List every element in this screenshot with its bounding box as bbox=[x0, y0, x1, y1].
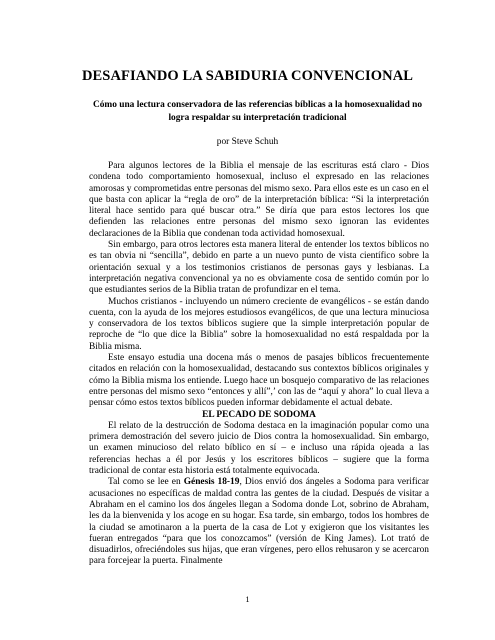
bible-reference: Génesis 18-19 bbox=[183, 477, 240, 488]
paragraph-1: Para algunos lectores de la Biblia el mensaje de las escrituras está claro - Dios condena todo comportamiento homosexual, incluso el expresado en las relaciones amorosas y comprometidas entre personas del mismo sexo. Para ellos este es un caso en el que basta con aplicar la “regla de oro” de la interpretación bíblica: “Si la interpretación literal hace sentido para qué buscar otra.” Se diría que para estos lectores los que defienden las relaciones entre personas del mismo sexo ignoran las evidentes declaraciones de la Biblia que condenan toda actividad homosexual. bbox=[89, 161, 429, 239]
paragraph-text: , Dios envió dos ángeles a Sodoma para verificar acusaciones no específicas de maldad contra las gentes de la ciudad. Después de visitar a Abraham en el camino los dos ángeles llegan a Sodoma donde Lot, sobrino de Abraham, les da la bienvenida y los acoge en su hogar. Esa tarde, sin embargo, todos los hombres de la ciudad se amotinaron a la puerta de la casa de Lot y exigieron que los visitantes les fueran entregados “para que los conozcamos” (versión de King James). Lot trató de disuadirlos, ofreciéndoles sus hijas, que eran vírgenes, pero ellos rehusaron y se acercaron para forcejear la puerta. Finalmente bbox=[89, 477, 429, 567]
paragraph-3: Muchos cristianos - incluyendo un número creciente de evangélicos - se están dando cuenta, con la ayuda de los mejores estudiosos evangélicos, de que una lectura minuciosa y conservadora de los textos bíblicos sugiere que la simple interpretación popular de reproche de “lo que dice la Biblia” sobre la homosexualidad no está respaldada por la Biblia misma. bbox=[89, 296, 429, 352]
paragraph-2: Sin embargo, para otros lectores esta manera literal de entender los textos bíblicos no es tan obvia ni “sencilla”, debido en parte a un nuevo punto de vista científico sobre la orientación sexual y a los testimonios cristianos de personas gays y lesbianas. La interpretación negativa convencional ya no es obviamente cosa de sentido común por lo que estudiantes serios de la Biblia tratan de profundizar en el tema. bbox=[89, 240, 429, 296]
document-subtitle bbox=[90, 99, 425, 125]
paragraph-text: Tal como se lee en bbox=[108, 477, 184, 488]
document-title: DESAFIANDO LA SABIDURIA CONVENCIONAL bbox=[81, 68, 414, 84]
section-heading: EL PECADO DE SODOMA bbox=[202, 409, 316, 420]
subtitle-line-1: Cómo una lectura conservadora de las referencias bíblicas a la homosexualidad no bbox=[92, 100, 423, 110]
author-byline: por Steve Schuh bbox=[216, 137, 279, 147]
paragraph-4: Este ensayo estudia una docena más o menos de pasajes bíblicos frecuentemente citados en relación con la homosexualidad, destacando sus contextos bíblicos originales y cómo la Biblia misma los entiende. Luego hace un bosquejo comparativo de las relaciones entre personas del mismo sexo “entonces y allí”,’ con las de “aquí y ahora” lo cual lleva a pensar cómo estos textos bíblicos pueden informar debidamente el actual debate. bbox=[89, 353, 429, 409]
section-paragraph-2 bbox=[89, 477, 429, 567]
document-body bbox=[89, 161, 429, 568]
page-number: 1 bbox=[245, 594, 250, 604]
section-paragraph-1: El relato de la destrucción de Sodoma destaca en la imaginación popular como una primera demostración del severo juicio de Dios contra la homosexualidad. Sin embargo, un examen minucioso del relato bíblico en sí – e incluso una rápida ojeada a las referencias hechas a él por Jesús y los escritores bíblicos – sugiere que la forma tradicional de contar esta historia está totalmente equivocada. bbox=[89, 420, 429, 477]
subtitle-line-2: logra respaldar su interpretación tradicional bbox=[168, 113, 347, 123]
